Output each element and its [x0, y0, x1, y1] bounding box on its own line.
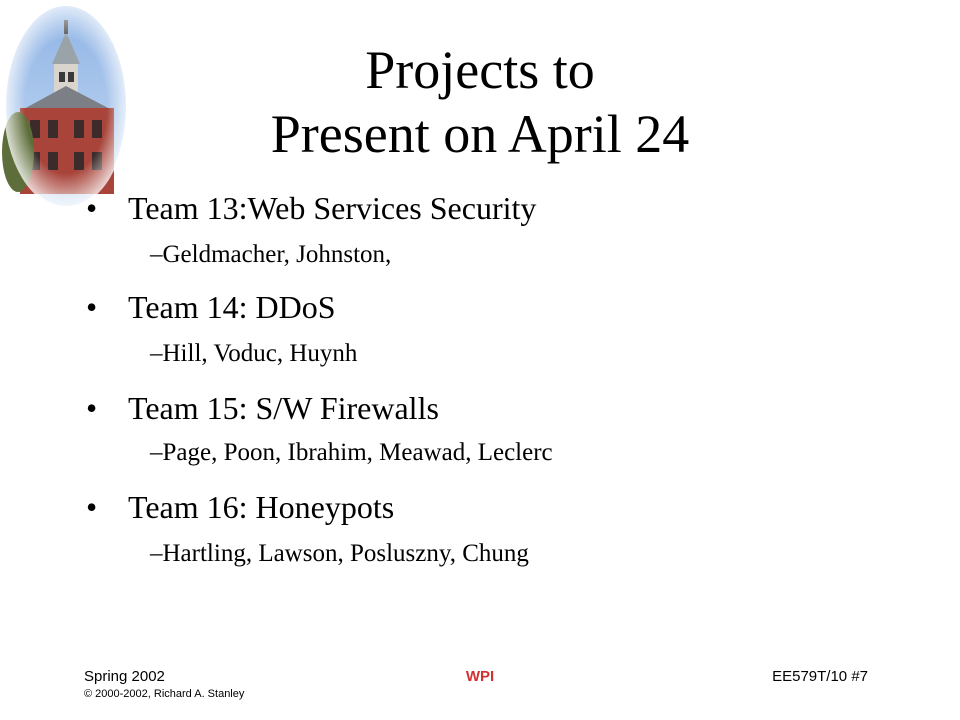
team-14-members: [150, 339, 357, 369]
title-line-1: Projects to: [365, 40, 595, 100]
team-13-item: [86, 188, 536, 228]
copyright-notice: © 2000-2002, Richard A. Stanley: [84, 688, 245, 700]
team-label: Team 14: DDoS: [128, 289, 336, 325]
team-label: Team 16: Honeypots: [128, 489, 395, 525]
bullet-icon: •: [86, 190, 98, 226]
dash-icon: –: [150, 540, 163, 567]
slide-reference: EE579T/10 #7: [772, 668, 868, 685]
bullet-icon: •: [86, 289, 98, 325]
team-13-members: [150, 240, 391, 270]
dash-icon: –: [150, 241, 163, 268]
member-names: Page, Poon, Ibrahim, Meawad, Leclerc: [162, 439, 553, 466]
semester-label: Spring 2002: [84, 668, 165, 685]
bullet-icon: •: [86, 390, 98, 426]
team-label: Team 15: S/W Firewalls: [128, 390, 439, 426]
dash-icon: –: [150, 439, 163, 466]
team-15-members: [150, 438, 553, 468]
member-names: Hartling, Lawson, Posluszny, Chung: [162, 540, 529, 567]
wpi-label: WPI: [465, 668, 495, 685]
member-names: Hill, Voduc, Huynh: [162, 340, 358, 367]
team-16-item: [86, 487, 394, 527]
team-15-item: [86, 388, 439, 428]
team-label: Team 13:Web Services Security: [128, 190, 537, 226]
dash-icon: –: [150, 340, 163, 367]
bullet-icon: •: [86, 489, 98, 525]
team-14-item: [86, 287, 336, 327]
team-16-members: [150, 539, 529, 569]
member-names: Geldmacher, Johnston,: [162, 241, 392, 268]
title-line-2: Present on April 24: [270, 104, 690, 164]
